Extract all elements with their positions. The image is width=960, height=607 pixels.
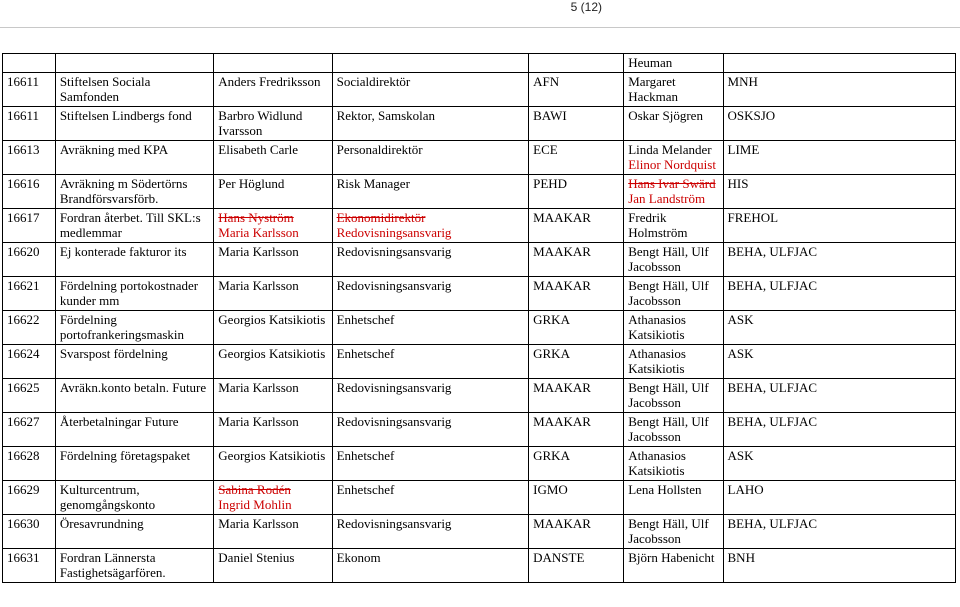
title-text: Risk Manager [336,175,410,191]
title-text: Socialdirektör [336,73,411,89]
code-text: 16616 [7,175,40,191]
name-text: Öresavrundning [59,515,144,531]
ref-text: BEHA, ULFJAC [727,243,818,259]
table-row [3,276,956,310]
cell-approver [624,514,723,548]
cell-code [3,412,56,446]
cell-title [332,446,529,480]
cell-ref [723,106,955,140]
cell-title [332,242,529,276]
cell-ref [723,548,955,582]
cell-code [3,174,56,208]
table-row [3,446,956,480]
ref-text: OSKSJO [727,107,776,123]
cell-approver [624,310,723,344]
cell-code [3,208,56,242]
cell-title [332,480,529,514]
table-row [3,174,956,208]
approver-text: Bengt Häll, Ulf Jacobsson [628,277,709,308]
table-row [3,242,956,276]
ref-text: ASK [727,311,754,327]
unit-text: GRKA [533,447,570,463]
approver-text: Bengt Häll, Ulf Jacobsson [628,515,709,546]
table-row [3,208,956,242]
unit-text: DANSTE [533,549,585,565]
unit-text: MAAKAR [533,243,591,259]
name-text: Ej konterade fakturor its [59,243,187,259]
title-text: Enhetschef [336,481,395,497]
title-text: Enhetschef [336,345,395,361]
cell-title [332,174,529,208]
unit-text: PEHD [533,175,568,191]
title-text: Enhetschef [336,311,395,327]
name-text: Avräkn.konto betaln. Future [59,379,207,395]
cell-person [214,140,332,174]
ref-text: BEHA, ULFJAC [727,379,818,395]
cell-name [55,174,213,208]
approver-text: Margaret Hackman [628,73,679,104]
code-text: 16630 [7,515,40,531]
cell-title [332,412,529,446]
person-new-text: Ingrid Mohlin [218,497,292,512]
cell-person [214,514,332,548]
cell-person [214,72,332,106]
cell-ref [723,514,955,548]
cell-name [55,480,213,514]
cell-approver [624,276,723,310]
cell-code [3,140,56,174]
code-text: 16620 [7,243,40,259]
name-text: Fördelning portofrankeringsmaskin [59,311,185,342]
cell-unit [529,310,624,344]
cell-unit [529,276,624,310]
cell-approver [624,412,723,446]
table-row [3,106,956,140]
person-text: Maria Karlsson [218,413,299,429]
cell-approver [624,446,723,480]
ref-text: HIS [727,175,749,191]
approver-text: Björn Habenicht [628,549,715,565]
cell-name [55,412,213,446]
unit-text: GRKA [533,311,570,327]
person-text: Anders Fredriksson [218,73,321,89]
cell-code [3,54,56,73]
cell-unit [529,480,624,514]
name-text: Avräkning med KPA [59,141,169,157]
cell-name [55,446,213,480]
approver-text: Bengt Häll, Ulf Jacobsson [628,243,709,274]
cell-unit [529,514,624,548]
ref-text: ASK [727,447,754,463]
cell-unit [529,174,624,208]
cell-ref [723,446,955,480]
cell-ref [723,276,955,310]
cell-person [214,344,332,378]
table-row [3,72,956,106]
cell-name [55,276,213,310]
cell-code [3,446,56,480]
title-text: Redovisningsansvarig [336,277,452,293]
cell-ref [723,344,955,378]
approver-text: Oskar Sjögren [628,107,703,123]
account-table [2,53,956,583]
table-row [3,378,956,412]
ref-text: LAHO [727,481,764,497]
unit-text: MAAKAR [533,209,591,225]
title-text: Redovisningsansvarig [336,243,452,259]
unit-text: AFN [533,73,560,89]
person-new-text: Maria Karlsson [218,225,299,240]
cell-title [332,106,529,140]
cell-person [214,54,332,73]
ref-text: MNH [727,73,758,89]
name-text: Stiftelsen Sociala Samfonden [59,73,151,104]
approver-text: Bengt Häll, Ulf Jacobsson [628,413,709,444]
cell-unit [529,72,624,106]
cell-ref [723,208,955,242]
unit-text: BAWI [533,107,567,123]
cell-person [214,378,332,412]
name-text: Fordran återbet. Till SKL:s medlemmar [59,209,201,240]
cell-approver [624,480,723,514]
cell-name [55,310,213,344]
cell-unit [529,106,624,140]
name-text: Fordran Lännersta Fastighetsägarfören. [59,549,166,580]
table-row [3,480,956,514]
cell-code [3,514,56,548]
cell-approver [624,344,723,378]
person-text: Georgios Katsikiotis [218,447,326,463]
cell-ref [723,242,955,276]
cell-unit [529,344,624,378]
code-text: 16624 [7,345,40,361]
cell-approver: Heuman [624,54,723,73]
ref-text: ASK [727,345,754,361]
approver-text: Athanasios Katsikiotis [628,447,686,478]
cell-code [3,378,56,412]
table-row [3,310,956,344]
cell-name [55,514,213,548]
cell-name [55,344,213,378]
cell-ref [723,174,955,208]
unit-text: ECE [533,141,558,157]
cell-name [55,140,213,174]
cell-code [3,72,56,106]
cell-person [214,548,332,582]
person-text: Maria Karlsson [218,515,299,531]
page-number: 5 (12) [570,0,602,14]
cell-person [214,276,332,310]
cell-name [55,106,213,140]
cell-unit [529,548,624,582]
approver-text: Athanasios Katsikiotis [628,345,686,376]
person-text: Georgios Katsikiotis [218,311,326,327]
cell-title [332,140,529,174]
code-text: 16629 [7,481,40,497]
approver-text: Linda Melander [628,141,712,157]
unit-text: MAAKAR [533,277,591,293]
title-text: Ekonom [336,549,381,565]
ref-text: FREHOL [727,209,779,225]
approver-text: Lena Hollsten [628,481,702,497]
name-text: Fördelning portokostnader kunder mm [59,277,199,308]
cell-title [332,54,529,73]
cell-name [55,72,213,106]
unit-text: MAAKAR [533,379,591,395]
cell-person [214,174,332,208]
ref-text: BEHA, ULFJAC [727,515,818,531]
cell-ref [723,480,955,514]
cell-unit [529,54,624,73]
table-row [3,344,956,378]
code-text: 16611 [7,73,40,89]
cell-code [3,344,56,378]
table-row [3,548,956,582]
cell-approver [624,242,723,276]
person-old-text: Sabina Rodén [218,481,291,497]
title-text: Rektor, Samskolan [336,107,436,123]
approver-text: Athanasios Katsikiotis [628,311,686,342]
name-text: Återbetalningar Future [59,413,179,429]
cell-title [332,310,529,344]
cell-person [214,310,332,344]
code-text: 16627 [7,413,40,429]
person-text: Maria Karlsson [218,277,299,293]
title-text: Enhetschef [336,447,395,463]
ref-text: BEHA, ULFJAC [727,413,818,429]
cell-title [332,72,529,106]
page-header [0,0,960,20]
cell-approver [624,140,723,174]
person-text: Maria Karlsson [218,379,299,395]
cell-title [332,208,529,242]
cell-approver [624,72,723,106]
person-text: Daniel Stenius [218,549,295,565]
code-text: 16617 [7,209,40,225]
ref-text: BEHA, ULFJAC [727,277,818,293]
approver-text: Fredrik Holmström [628,209,688,240]
cell-approver [624,208,723,242]
table-row [3,412,956,446]
unit-text: MAAKAR [533,413,591,429]
person-text: Georgios Katsikiotis [218,345,326,361]
cell-ref [723,412,955,446]
cell-title [332,514,529,548]
cell-title [332,344,529,378]
cell-name [55,548,213,582]
cell-person [214,242,332,276]
cell-approver [624,174,723,208]
person-text: Elisabeth Carle [218,141,299,157]
approver-text: Bengt Häll, Ulf Jacobsson [628,379,709,410]
name-text: Avräkning m Södertörns Brandförsvarsförb. [59,175,188,206]
approver-old-text: Hans Ivar Swärd [628,175,716,191]
cell-code [3,548,56,582]
cell-name [55,54,213,73]
cell-person [214,412,332,446]
table-row-fragment [3,54,956,73]
code-text: 16611 [7,107,40,123]
cell-ref [723,310,955,344]
cell-person [214,208,332,242]
name-text: Kulturcentrum, genomgångskonto [59,481,156,512]
ref-text: BNH [727,549,755,565]
title-new-text: Redovisningsansvarig [336,225,452,240]
code-text: 16625 [7,379,40,395]
cell-title [332,548,529,582]
name-text: Stiftelsen Lindbergs fond [59,107,192,123]
title-text: Redovisningsansvarig [336,413,452,429]
cell-code [3,480,56,514]
name-text: Fördelning företagspaket [59,447,191,463]
cell-approver [624,106,723,140]
cell-ref [723,54,955,73]
cell-ref [723,378,955,412]
cell-code [3,106,56,140]
cell-unit [529,378,624,412]
header-divider [0,27,960,28]
title-text: Redovisningsansvarig [336,515,452,531]
cell-ref [723,140,955,174]
cell-code [3,242,56,276]
cell-unit [529,242,624,276]
code-text: 16622 [7,311,40,327]
person-text: Barbro Widlund Ivarsson [218,107,303,138]
name-text: Svarspost fördelning [59,345,168,361]
code-text: 16631 [7,549,40,565]
cell-name [55,208,213,242]
cell-person [214,446,332,480]
code-text: 16613 [7,141,40,157]
unit-text: MAAKAR [533,515,591,531]
unit-text: IGMO [533,481,568,497]
table-row [3,140,956,174]
title-old-text: Ekonomidirektör [336,209,426,225]
unit-text: GRKA [533,345,570,361]
cell-code [3,276,56,310]
cell-unit [529,140,624,174]
approver-new-text: Elinor Nordquist [628,157,716,172]
cell-approver [624,548,723,582]
cell-ref [723,72,955,106]
cell-person [214,480,332,514]
cell-unit [529,208,624,242]
title-text: Redovisningsansvarig [336,379,452,395]
cell-name [55,378,213,412]
ref-text: LIME [727,141,760,157]
cell-person [214,106,332,140]
person-text: Maria Karlsson [218,243,299,259]
title-text: Personaldirektör [336,141,423,157]
person-text: Per Höglund [218,175,285,191]
code-text: 16621 [7,277,40,293]
cell-unit [529,412,624,446]
cell-approver [624,378,723,412]
cell-title [332,378,529,412]
cell-unit [529,446,624,480]
approver-new-text: Jan Landström [628,191,706,206]
cell-code [3,310,56,344]
table-row [3,514,956,548]
cell-name [55,242,213,276]
code-text: 16628 [7,447,40,463]
cell-title [332,276,529,310]
person-old-text: Hans Nyström [218,209,294,225]
